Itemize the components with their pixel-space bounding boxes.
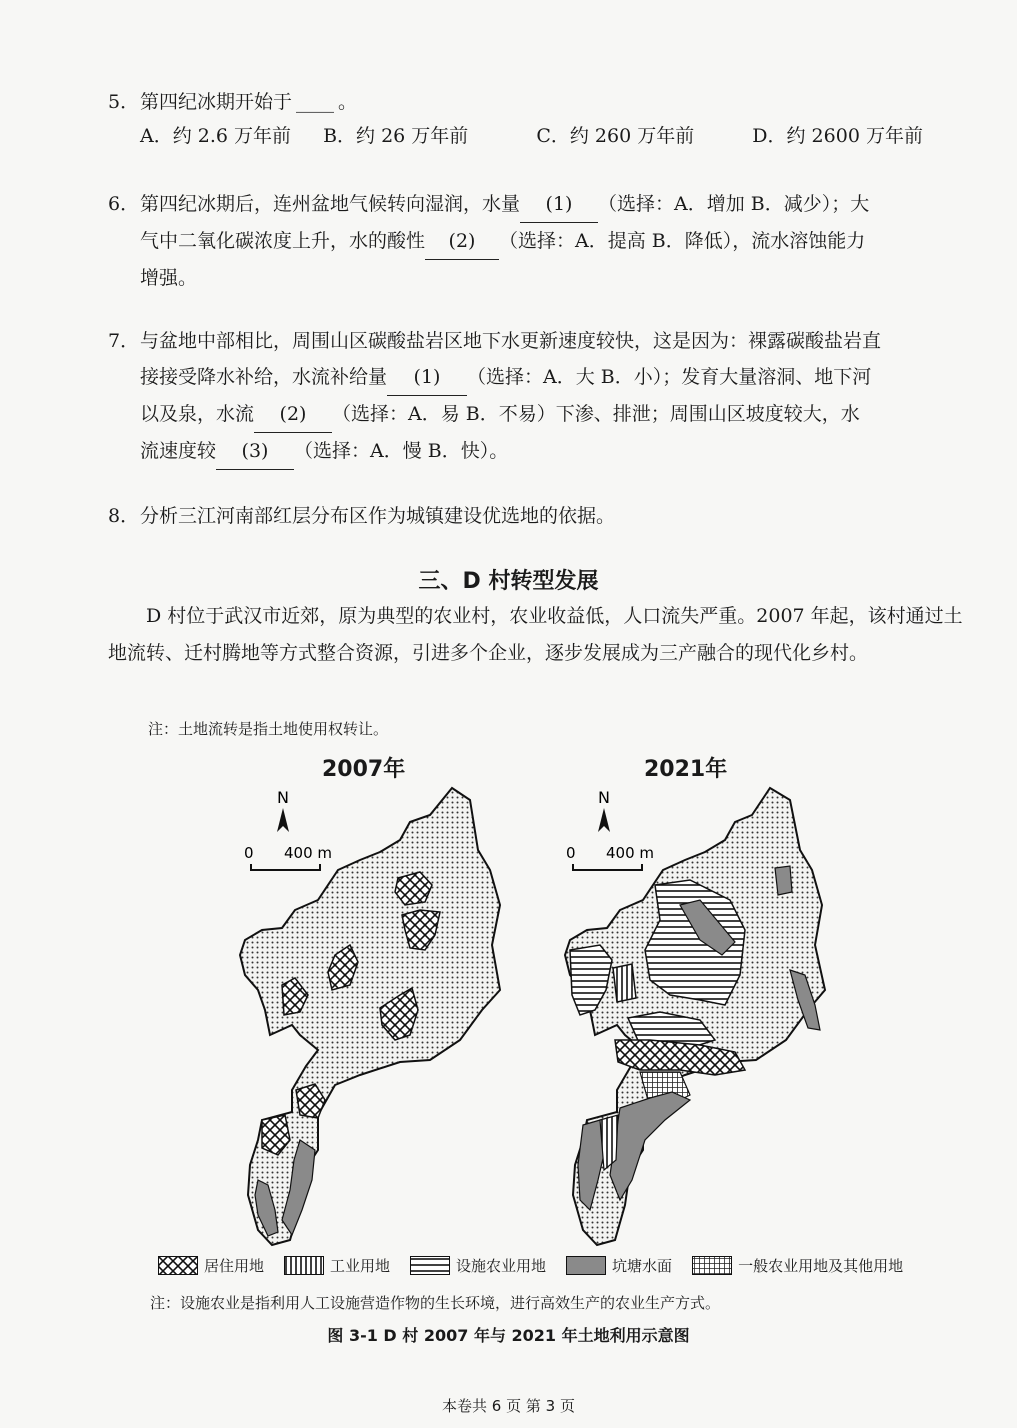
section-title: 三、D 村转型发展: [418, 569, 599, 594]
pond-patch: [610, 1092, 690, 1200]
question-text: 气中二氧化碳浓度上升，水的酸性: [140, 230, 426, 252]
pond-swatch-icon: [566, 1256, 606, 1275]
question-text: 与盆地中部相比，周围山区碳酸盐岩区地下水更新速度较快，这是因为：裸露碳酸盐岩直: [140, 330, 882, 352]
answer-blank: (2): [425, 223, 499, 260]
question-text: （选择：A．增加 B．减少）；大: [598, 193, 870, 215]
village-boundary-2021: [565, 788, 825, 1245]
page-footer: 本卷共 6 页 第 3 页: [442, 1397, 575, 1415]
north-label: N: [598, 788, 610, 807]
industrial-patch: [613, 964, 636, 1002]
north-label: N: [277, 788, 289, 807]
map-title-2021: 2021年: [644, 757, 728, 782]
legend-label: 工业用地: [330, 1257, 391, 1275]
map-title-2007: 2007年: [322, 757, 406, 782]
scale-label: 400 m: [606, 844, 655, 862]
section-note: 注：土地流转是指土地使用权转让。: [148, 720, 389, 738]
legend-facility-agriculture: [410, 1255, 546, 1276]
option-a: A．约 2.6 万年前: [140, 125, 292, 147]
question-number: 6．: [108, 193, 140, 215]
map-legend: [158, 1255, 923, 1276]
answer-blank: ____: [296, 91, 335, 113]
question-text: （选择：A．大 B．小）；发育大量溶洞、地下河: [467, 366, 872, 388]
question-text: 分析三江河南部红层分布区作为城镇建设优选地的依据。: [140, 505, 616, 527]
question-number: 5．: [108, 91, 140, 113]
scale-zero: 0: [566, 844, 576, 862]
legend-label: 一般农业用地及其他用地: [738, 1257, 904, 1275]
legend-general-agriculture: [692, 1255, 903, 1276]
industrial-swatch-icon: [284, 1256, 324, 1275]
figure-caption: 图 3-1 D 村 2007 年与 2021 年土地利用示意图: [327, 1326, 690, 1345]
question-stem: 第四纪冰期开始于: [140, 91, 293, 113]
legend-label: 设施农业用地: [456, 1257, 547, 1275]
question-number: 8．: [108, 505, 140, 527]
village-boundary-2007: [240, 788, 500, 1245]
legend-residential: [158, 1255, 264, 1276]
question-text: （选择：A．易 B．不易）下渗、排泄；周围山区坡度较大，水: [332, 403, 860, 425]
north-arrow-icon: [277, 808, 289, 832]
legend-industrial: [284, 1255, 390, 1276]
answer-blank: (1): [520, 186, 598, 223]
option-d: D．约 2600 万年前: [752, 125, 923, 147]
question-text: 第四纪冰期后，连州盆地气候转向湿润，水量: [140, 193, 521, 215]
general-agriculture-swatch-icon: [692, 1256, 732, 1275]
scale-label: 400 m: [284, 844, 333, 862]
scale-bar: [573, 864, 642, 870]
legend-label: 坑塘水面: [612, 1257, 673, 1275]
option-c: C．约 260 万年前: [536, 125, 695, 147]
option-b: B．约 26 万年前: [323, 125, 469, 147]
question-text: 流速度较: [140, 440, 217, 462]
punctuation: 。: [338, 91, 358, 113]
question-text: 接接受降水补给，水流补给量: [140, 366, 388, 388]
question-text: 以及泉，水流: [140, 403, 255, 425]
map-2007: [240, 788, 500, 1245]
north-arrow-icon: [598, 808, 610, 832]
facility-agriculture-swatch-icon: [410, 1256, 450, 1275]
question-text: 增强。: [140, 267, 198, 289]
section-paragraph: D 村位于武汉市近郊，原为典型的农业村，农业收益低，人口流失严重。2007 年起，该村通过土地流转、迁村腾地等方式整合资源，引进多个企业，逐步发展成为三产融合的现代化乡村。: [108, 605, 963, 664]
pond-patch: [775, 866, 792, 895]
scale-bar: [251, 864, 320, 870]
scale-zero: 0: [244, 844, 254, 862]
question-text: （选择：A．慢 B．快）。: [294, 440, 509, 462]
question-number: 7．: [108, 330, 140, 352]
answer-blank: (1): [387, 359, 467, 396]
figure-note: 注：设施农业是指利用人工设施营造作物的生长环境，进行高效生产的农业生产方式。: [150, 1294, 721, 1312]
legend-pond: [566, 1255, 672, 1276]
question-text: （选择：A．提高 B．降低），流水溶蚀能力: [499, 230, 866, 252]
answer-blank: (3): [216, 433, 294, 470]
legend-label: 居住用地: [204, 1257, 265, 1275]
map-2021: [565, 788, 825, 1245]
residential-swatch-icon: [158, 1256, 198, 1275]
answer-blank: (2): [254, 396, 332, 433]
